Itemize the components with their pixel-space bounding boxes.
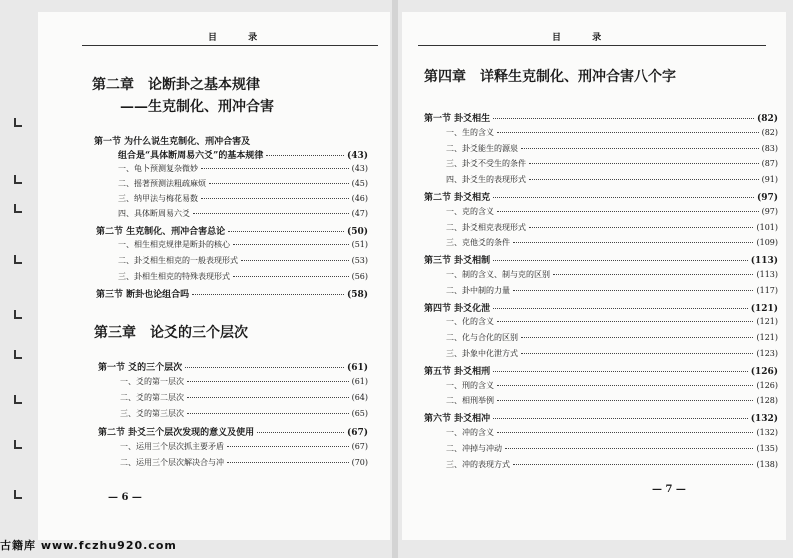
toc-entry[interactable] bbox=[98, 425, 368, 439]
entry-title: 三、卦象中化泄方式 bbox=[446, 349, 518, 358]
left-header-rule bbox=[82, 45, 378, 46]
toc-entry[interactable] bbox=[424, 364, 778, 378]
toc-entry[interactable] bbox=[446, 348, 778, 362]
toc-entry[interactable] bbox=[446, 427, 778, 441]
toc-entry[interactable] bbox=[446, 206, 778, 220]
entry-title: 三、卦相生相克的特殊表现形式 bbox=[118, 272, 230, 281]
binding-mark bbox=[14, 175, 22, 184]
entry-page: (50) bbox=[346, 227, 368, 237]
toc-entry[interactable] bbox=[424, 111, 778, 125]
entry-title: 第二节 卦爻相克 bbox=[424, 193, 491, 203]
left-page-header: 目 录 bbox=[208, 33, 272, 43]
toc-entry[interactable] bbox=[424, 190, 778, 204]
entry-page: (117) bbox=[756, 285, 778, 295]
entry-page: (123) bbox=[756, 349, 778, 358]
entry-title: 三、卦爻不受生的条件 bbox=[446, 159, 526, 169]
entry-page: (65) bbox=[351, 409, 368, 418]
toc-entry[interactable] bbox=[118, 148, 368, 162]
entry-title: 一、龟卜预测复杂微妙 bbox=[118, 164, 198, 173]
watermark-footer: 古籍库 www.fczhu920.com bbox=[0, 539, 177, 552]
entry-page: (53) bbox=[351, 256, 368, 265]
entry-page: (83) bbox=[761, 143, 778, 153]
entry-title: 二、卦中制的力量 bbox=[446, 285, 510, 295]
chapter4-heading bbox=[424, 66, 676, 86]
entry-title: 第六节 卦爻相冲 bbox=[424, 414, 491, 425]
entry-page: (46) bbox=[351, 194, 368, 203]
entry-page: (82) bbox=[756, 114, 778, 124]
toc-entry[interactable] bbox=[424, 253, 778, 267]
toc-entry[interactable] bbox=[424, 301, 778, 315]
entry-page: (45) bbox=[351, 179, 368, 188]
right-page-number: — 7 — bbox=[652, 484, 686, 495]
chapter2-heading bbox=[92, 74, 260, 94]
entry-title: 第四节 卦爻化泄 bbox=[424, 303, 491, 314]
entry-title: 一、相生相克规律是断卦的核心 bbox=[118, 240, 230, 249]
chapter2-number: 第二章 bbox=[92, 77, 134, 93]
entry-page: (82) bbox=[761, 127, 778, 137]
entry-page: (91) bbox=[761, 175, 778, 185]
binding-mark bbox=[14, 350, 22, 359]
toc-entry[interactable] bbox=[120, 457, 368, 471]
entry-page: (97) bbox=[761, 206, 778, 216]
entry-title: 第二节 生克制化、刑冲合害总论 bbox=[96, 227, 226, 237]
chapter2-title: 论断卦之基本规律 bbox=[148, 77, 260, 93]
entry-page: (138) bbox=[756, 459, 778, 469]
entry-title: 一、生的含义 bbox=[446, 127, 494, 137]
entry-page: (126) bbox=[750, 366, 778, 377]
right-page-header: 目 录 bbox=[552, 33, 616, 43]
entry-page: (132) bbox=[756, 428, 778, 437]
entry-page: (135) bbox=[756, 443, 778, 453]
entry-page: (67) bbox=[351, 442, 368, 451]
entry-page: (70) bbox=[351, 458, 368, 467]
entry-title: 一、克的含义 bbox=[446, 206, 494, 216]
entry-title: 二、爻的第二层次 bbox=[120, 393, 184, 402]
entry-title: 第五节 卦爻相刑 bbox=[424, 366, 491, 377]
toc-entry[interactable] bbox=[446, 332, 778, 346]
binding-mark bbox=[14, 255, 22, 264]
entry-title: 第一节 为什么说生克制化、刑冲合害及 bbox=[94, 137, 251, 147]
entry-page: (101) bbox=[756, 222, 778, 232]
chapter3-number: 第三章 bbox=[94, 325, 136, 341]
toc-entry[interactable] bbox=[446, 459, 778, 473]
chapter3-title: 论爻的三个层次 bbox=[150, 325, 248, 341]
toc-entry[interactable] bbox=[118, 255, 368, 269]
entry-page: (113) bbox=[750, 256, 778, 267]
binding-marks bbox=[14, 0, 22, 558]
toc-entry[interactable] bbox=[118, 193, 368, 207]
toc-entry[interactable] bbox=[96, 224, 368, 238]
entry-page: (64) bbox=[351, 393, 368, 402]
entry-title: 一、运用三个层次抓主要矛盾 bbox=[120, 442, 224, 451]
entry-page: (97) bbox=[756, 193, 778, 203]
entry-title: 二、化与合化的区别 bbox=[446, 333, 518, 343]
entry-title: 二、运用三个层次解决合与冲 bbox=[120, 458, 224, 467]
binding-mark bbox=[14, 440, 22, 449]
entry-title: 第二节 卦爻三个层次发现的意义及使用 bbox=[98, 428, 255, 438]
toc-entry[interactable] bbox=[120, 408, 368, 422]
entry-page: (128) bbox=[756, 396, 778, 406]
toc-entry[interactable] bbox=[120, 392, 368, 406]
entry-title: 二、卦爻相生相克的一般表现形式 bbox=[118, 256, 238, 265]
entry-title: 二、冲掉与冲动 bbox=[446, 443, 502, 453]
toc-entry[interactable] bbox=[446, 174, 778, 188]
entry-title: 一、制的含义、制与克的区别 bbox=[446, 270, 550, 279]
entry-page: (121) bbox=[750, 303, 778, 314]
toc-entry[interactable] bbox=[424, 411, 778, 425]
toc-entry[interactable] bbox=[446, 285, 778, 299]
entry-title: 第一节 爻的三个层次 bbox=[98, 363, 183, 373]
entry-page: (132) bbox=[750, 414, 778, 425]
entry-page: (67) bbox=[346, 428, 368, 438]
left-page-number: — 6 — bbox=[108, 492, 142, 503]
entry-page: (109) bbox=[756, 238, 778, 248]
entry-title: 二、相刑举例 bbox=[446, 396, 494, 406]
chapter2-subtitle: ——生克制化、刑冲合害 bbox=[120, 99, 274, 115]
entry-title: 第三节 断卦也论组合吗 bbox=[96, 290, 190, 300]
entry-page: (61) bbox=[351, 377, 368, 386]
toc-entry[interactable] bbox=[120, 376, 368, 390]
toc-entry[interactable] bbox=[446, 143, 778, 157]
book-spine bbox=[392, 0, 398, 558]
toc-entry[interactable] bbox=[98, 360, 368, 374]
toc-entry[interactable] bbox=[94, 134, 354, 148]
toc-entry[interactable] bbox=[118, 239, 368, 253]
entry-page: (43) bbox=[351, 164, 368, 173]
entry-page: (51) bbox=[351, 240, 368, 249]
right-header-rule bbox=[418, 45, 766, 46]
toc-entry[interactable] bbox=[118, 163, 368, 177]
toc-entry[interactable] bbox=[118, 208, 368, 222]
entry-page: (87) bbox=[761, 159, 778, 169]
entry-title: 二、卦爻能生的源泉 bbox=[446, 143, 518, 153]
toc-entry[interactable] bbox=[118, 178, 368, 192]
entry-page: (113) bbox=[756, 270, 778, 279]
entry-page: (61) bbox=[346, 363, 368, 373]
toc-entry[interactable] bbox=[446, 316, 778, 330]
entry-title: 第一节 卦爻相生 bbox=[424, 114, 491, 124]
entry-title: 一、刑的含义 bbox=[446, 380, 494, 390]
entry-title: 二、卦爻相克表现形式 bbox=[446, 222, 526, 232]
toc-entry[interactable] bbox=[446, 269, 778, 283]
chapter4-number: 第四章 bbox=[424, 69, 466, 85]
binding-mark bbox=[14, 204, 22, 213]
entry-page: (43) bbox=[346, 151, 368, 161]
entry-page: (47) bbox=[351, 209, 368, 218]
entry-title: 三、克他爻的条件 bbox=[446, 238, 510, 248]
toc-entry[interactable] bbox=[446, 127, 778, 141]
entry-title: 四、卦爻生的表现形式 bbox=[446, 175, 526, 185]
binding-mark bbox=[14, 118, 22, 127]
entry-title: 一、冲的含义 bbox=[446, 428, 494, 437]
entry-title: 三、爻的第三层次 bbox=[120, 409, 184, 418]
entry-title: 一、爻的第一层次 bbox=[120, 377, 184, 386]
entry-page: (56) bbox=[351, 272, 368, 281]
toc-entry[interactable] bbox=[120, 441, 368, 455]
toc-entry[interactable] bbox=[446, 158, 778, 172]
chapter4-title: 详释生克制化、刑冲合害八个字 bbox=[480, 69, 676, 85]
entry-title: 三、纳甲法与梅花易数 bbox=[118, 194, 198, 203]
entry-title: 二、摇著预测法粗疏麻烦 bbox=[118, 179, 206, 188]
binding-mark bbox=[14, 310, 22, 319]
binding-mark bbox=[14, 395, 22, 404]
toc-entry[interactable] bbox=[96, 287, 368, 301]
toc-entry[interactable] bbox=[446, 222, 778, 236]
entry-title: 一、化的含义 bbox=[446, 317, 494, 327]
entry-page: (121) bbox=[756, 333, 778, 343]
toc-entry[interactable] bbox=[446, 443, 778, 457]
toc-entry[interactable] bbox=[118, 271, 368, 285]
entry-page: (126) bbox=[756, 380, 778, 390]
binding-mark bbox=[14, 490, 22, 499]
toc-entry[interactable] bbox=[446, 380, 778, 394]
toc-entry[interactable] bbox=[446, 395, 778, 409]
entry-title: 第三节 卦爻相制 bbox=[424, 256, 491, 267]
entry-title: 三、冲的表现方式 bbox=[446, 459, 510, 469]
entry-title: 四、具体断周易六爻 bbox=[118, 209, 190, 218]
entry-page: (121) bbox=[756, 317, 778, 327]
entry-page: (58) bbox=[346, 290, 368, 300]
entry-title: 组合是“具体断周易六爻”的基本规律 bbox=[118, 151, 264, 161]
toc-entry[interactable] bbox=[446, 237, 778, 251]
chapter3-heading bbox=[94, 322, 248, 342]
